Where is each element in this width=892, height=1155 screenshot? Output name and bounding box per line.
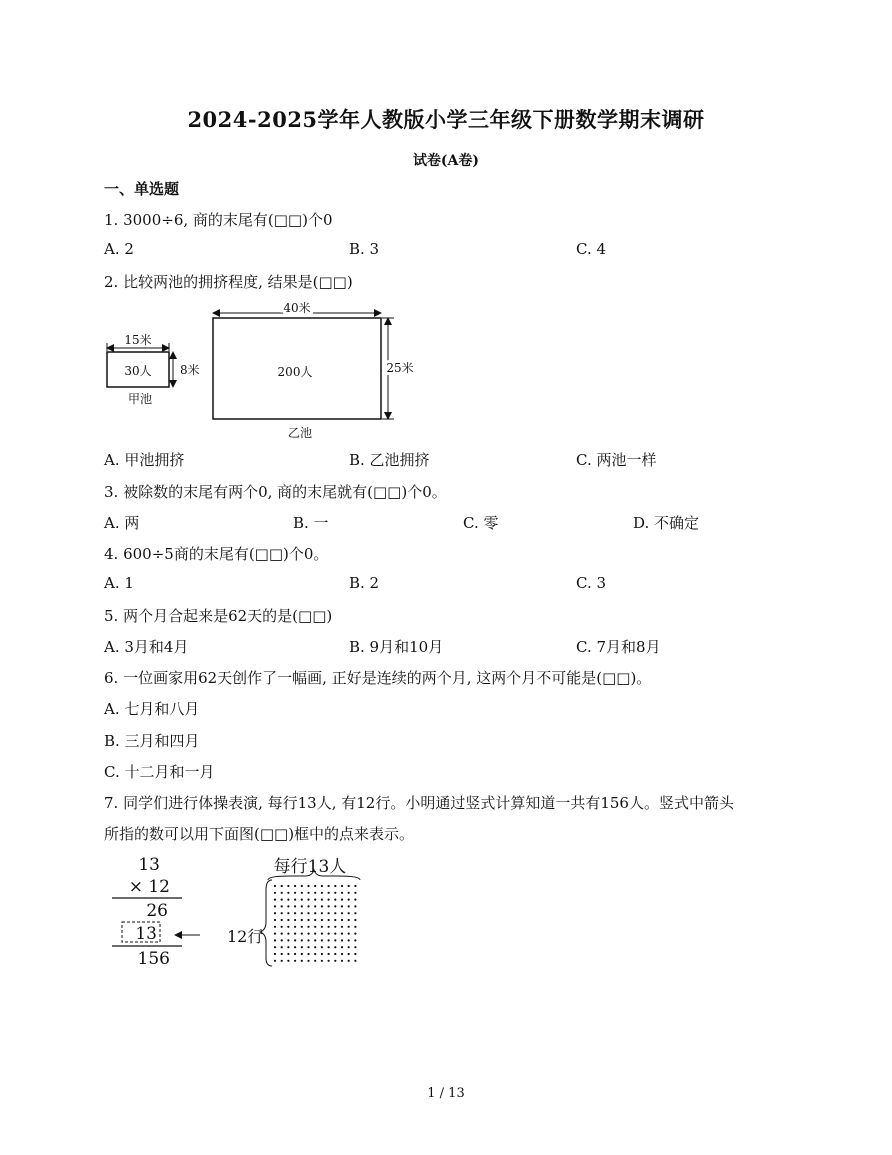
dot — [301, 892, 303, 894]
dot — [274, 919, 276, 921]
calc-multiplicand: 13 — [138, 855, 160, 875]
dot — [301, 946, 303, 948]
calc-partial-1: 26 — [146, 901, 168, 921]
dot — [328, 885, 330, 887]
dot — [341, 905, 343, 907]
dot — [334, 912, 336, 914]
dot — [321, 953, 323, 955]
dot — [281, 899, 283, 901]
dot — [341, 946, 343, 948]
dots-label-side: 12行 — [227, 927, 264, 946]
dot — [354, 953, 356, 955]
dot — [274, 960, 276, 962]
dot — [314, 912, 316, 914]
dot — [301, 960, 303, 962]
q1-option-a[interactable]: A. 2 — [104, 240, 134, 258]
dot — [307, 899, 309, 901]
dot — [328, 892, 330, 894]
dot — [314, 919, 316, 921]
dot — [334, 953, 336, 955]
dot — [348, 933, 350, 935]
dot — [314, 892, 316, 894]
dot — [281, 885, 283, 887]
dot — [348, 905, 350, 907]
dot — [287, 892, 289, 894]
dot — [321, 899, 323, 901]
q3-option-d[interactable]: D. 不确定 — [633, 514, 700, 532]
dot — [301, 939, 303, 941]
dot — [354, 946, 356, 948]
dot — [328, 905, 330, 907]
big-pool-name: 乙池 — [287, 426, 313, 440]
q6-option-a[interactable]: A. 七月和八月 — [104, 700, 200, 718]
dot — [274, 926, 276, 928]
dot — [354, 919, 356, 921]
multiplication-figure — [100, 850, 370, 972]
dot — [354, 892, 356, 894]
dot — [321, 885, 323, 887]
dot — [354, 885, 356, 887]
dot — [287, 919, 289, 921]
dot — [354, 960, 356, 962]
dot — [334, 892, 336, 894]
dot — [294, 953, 296, 955]
dot — [348, 960, 350, 962]
dot — [274, 946, 276, 948]
dot — [341, 939, 343, 941]
dot — [301, 899, 303, 901]
dot — [294, 939, 296, 941]
page-number: 1 / 13 — [427, 1086, 465, 1101]
dot — [281, 939, 283, 941]
dot — [294, 905, 296, 907]
dot — [334, 885, 336, 887]
dot — [334, 905, 336, 907]
dot — [294, 892, 296, 894]
page-subtitle: 试卷(A卷) — [412, 153, 480, 169]
q5-option-a[interactable]: A. 3月和4月 — [104, 638, 189, 656]
q5-option-c[interactable]: C. 7月和8月 — [576, 638, 661, 656]
dot — [354, 933, 356, 935]
dot — [354, 939, 356, 941]
dot — [314, 885, 316, 887]
dot — [294, 933, 296, 935]
question-5: 5. 两个月合起来是62天的是(□□) — [104, 607, 333, 625]
dot — [301, 953, 303, 955]
dot — [334, 960, 336, 962]
dot — [328, 926, 330, 928]
dot — [274, 905, 276, 907]
dot — [281, 933, 283, 935]
q6-option-b[interactable]: B. 三月和四月 — [104, 732, 200, 750]
dot — [274, 912, 276, 914]
dot — [341, 892, 343, 894]
dot — [281, 946, 283, 948]
dot — [301, 933, 303, 935]
dot — [314, 946, 316, 948]
dot — [348, 899, 350, 901]
dot — [287, 933, 289, 935]
dot — [287, 926, 289, 928]
dot — [281, 905, 283, 907]
vertical-calculation — [112, 855, 182, 969]
dot — [294, 885, 296, 887]
dot — [307, 939, 309, 941]
dot — [354, 912, 356, 914]
dot — [287, 885, 289, 887]
dots-label-top: 每行13人 — [273, 857, 347, 877]
dot — [314, 953, 316, 955]
dots-side-brace — [260, 880, 272, 966]
dot — [307, 919, 309, 921]
dot — [287, 946, 289, 948]
dot — [348, 885, 350, 887]
dot — [287, 953, 289, 955]
dot — [334, 926, 336, 928]
dot — [307, 933, 309, 935]
dot — [287, 960, 289, 962]
dot — [287, 939, 289, 941]
dot — [334, 919, 336, 921]
dot — [348, 919, 350, 921]
dot — [281, 960, 283, 962]
small-people-label: 30人 — [124, 364, 152, 378]
dot — [307, 892, 309, 894]
question-2: 2. 比较两池的拥挤程度, 结果是(□□) — [104, 273, 353, 291]
dot — [321, 892, 323, 894]
dot — [301, 885, 303, 887]
dot — [341, 953, 343, 955]
dot — [328, 933, 330, 935]
dot — [294, 919, 296, 921]
dot — [341, 885, 343, 887]
q2-option-b[interactable]: B. 乙池拥挤 — [349, 451, 430, 469]
q3-option-b[interactable]: B. 一 — [293, 514, 329, 532]
dot — [307, 926, 309, 928]
dot — [281, 953, 283, 955]
dot — [328, 939, 330, 941]
dot — [287, 899, 289, 901]
dot — [334, 939, 336, 941]
question-7-line-2: 所指的数可以用下面图(□□)框中的点来表示。 — [104, 825, 415, 843]
dot — [314, 899, 316, 901]
question-1: 1. 3000÷6, 商的末尾有(□□)个0 — [104, 211, 333, 229]
dot — [281, 912, 283, 914]
dot — [348, 946, 350, 948]
dot — [274, 933, 276, 935]
dot — [341, 899, 343, 901]
dot — [294, 926, 296, 928]
dot — [274, 899, 276, 901]
dot — [328, 960, 330, 962]
dot — [301, 926, 303, 928]
dot — [294, 899, 296, 901]
dot — [287, 912, 289, 914]
dot — [321, 926, 323, 928]
dot — [274, 885, 276, 887]
dot — [314, 933, 316, 935]
dot — [314, 960, 316, 962]
q4-option-a[interactable]: A. 1 — [104, 574, 134, 592]
dot — [321, 946, 323, 948]
pool-figure — [100, 296, 430, 444]
dot — [274, 953, 276, 955]
dot — [341, 933, 343, 935]
dot — [301, 919, 303, 921]
dot — [314, 939, 316, 941]
dot — [321, 960, 323, 962]
dot — [281, 919, 283, 921]
calc-multiplier: × 12 — [128, 877, 170, 897]
dot — [281, 926, 283, 928]
dot — [354, 899, 356, 901]
dot — [281, 892, 283, 894]
question-4: 4. 600÷5商的末尾有(□□)个0。 — [104, 545, 329, 563]
dot — [328, 953, 330, 955]
q6-option-c[interactable]: C. 十二月和一月 — [104, 763, 215, 781]
big-height-label: 25米 — [386, 361, 414, 375]
q3-option-a[interactable]: A. 两 — [104, 514, 140, 532]
q1-option-b[interactable]: B. 3 — [349, 240, 380, 258]
dot — [354, 905, 356, 907]
small-pool-name: 甲池 — [127, 392, 153, 406]
dot — [287, 905, 289, 907]
dot — [294, 912, 296, 914]
dot — [274, 939, 276, 941]
dot — [307, 905, 309, 907]
dot — [321, 905, 323, 907]
dot — [341, 960, 343, 962]
page-title: 2024-2025学年人教版小学三年级下册数学期末调研 — [187, 107, 705, 132]
dot — [321, 933, 323, 935]
small-height-label: 8米 — [180, 363, 200, 377]
question-6: 6. 一位画家用62天创作了一幅画, 正好是连续的两个月, 这两个月不可能是(□□)。 — [104, 669, 652, 687]
dot — [307, 912, 309, 914]
big-people-label: 200人 — [277, 365, 313, 379]
dot — [348, 912, 350, 914]
dot — [294, 946, 296, 948]
calc-partial-2: 13 — [135, 924, 157, 944]
dot — [341, 919, 343, 921]
dot — [274, 892, 276, 894]
dot — [341, 926, 343, 928]
dot — [307, 953, 309, 955]
question-3: 3. 被除数的末尾有两个0, 商的末尾就有(□□)个0。 — [104, 483, 447, 501]
q1-option-c[interactable]: C. 4 — [576, 240, 607, 258]
dot — [334, 933, 336, 935]
dot — [314, 905, 316, 907]
calc-product: 156 — [137, 949, 170, 969]
small-width-label: 15米 — [124, 333, 152, 347]
dot — [301, 905, 303, 907]
dot-grid — [274, 885, 357, 962]
q3-option-c[interactable]: C. 零 — [463, 514, 499, 532]
dot — [314, 926, 316, 928]
dot — [354, 926, 356, 928]
dot — [307, 960, 309, 962]
dot — [307, 946, 309, 948]
q5-option-b[interactable]: B. 9月和10月 — [349, 638, 444, 656]
dot — [348, 939, 350, 941]
big-width-label: 40米 — [283, 301, 311, 315]
dot — [321, 939, 323, 941]
dot — [307, 885, 309, 887]
dot — [348, 926, 350, 928]
dot — [328, 912, 330, 914]
dot — [334, 899, 336, 901]
q4-option-c[interactable]: C. 3 — [576, 574, 607, 592]
dot — [321, 919, 323, 921]
dot — [294, 960, 296, 962]
dot — [301, 912, 303, 914]
dot — [328, 946, 330, 948]
dot — [348, 892, 350, 894]
dot — [328, 899, 330, 901]
dot — [334, 946, 336, 948]
q4-option-b[interactable]: B. 2 — [349, 574, 380, 592]
dot — [348, 953, 350, 955]
dot — [341, 912, 343, 914]
q2-option-a[interactable]: A. 甲池拥挤 — [104, 451, 185, 469]
question-7-line-1: 7. 同学们进行体操表演, 每行13人, 有12行。小明通过竖式计算知道一共有156人。竖式中箭头 — [104, 794, 734, 812]
dot — [321, 912, 323, 914]
section-heading: 一、单选题 — [104, 180, 180, 198]
dot — [328, 919, 330, 921]
q2-option-c[interactable]: C. 两池一样 — [576, 451, 657, 469]
